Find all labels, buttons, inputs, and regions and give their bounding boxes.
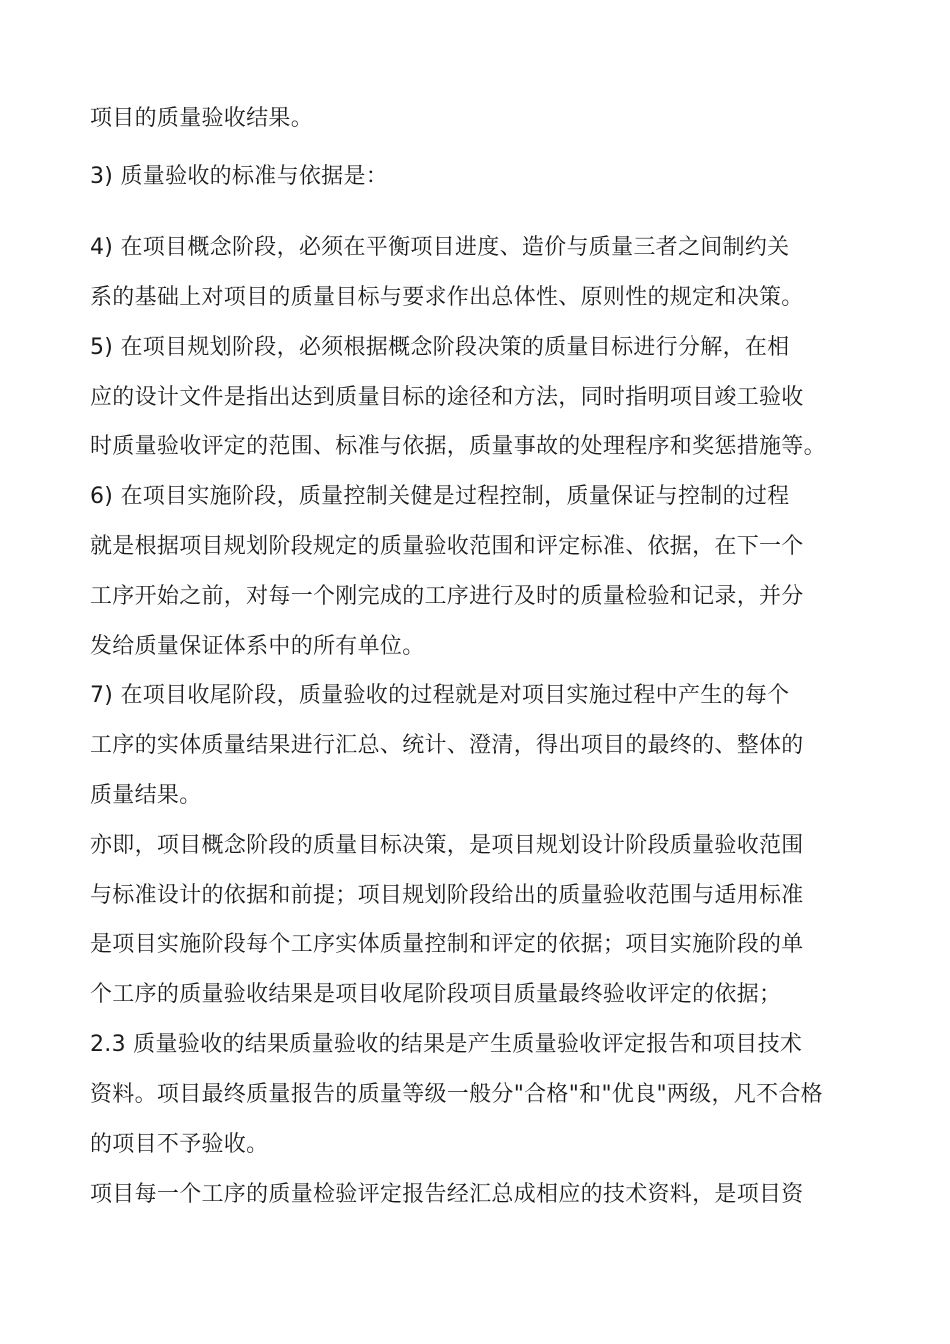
text-line: 资料。项目最终质量报告的质量等级一般分"合格"和"优良"两级，凡不合格 — [90, 1082, 823, 1107]
text-line: 个工序的质量验收结果是项目收尾阶段项目质量最终验收评定的依据； — [90, 982, 782, 1007]
text-line: 6) 在项目实施阶段，质量控制关健是过程控制，质量保证与控制的过程 — [90, 484, 790, 509]
text-line: 2.3 质量验收的结果质量验收的结果是产生质量验收评定报告和项目技术 — [90, 1032, 803, 1057]
text-line: 就是根据项目规划阶段规定的质量验收范围和评定标准、依据，在下一个 — [90, 534, 804, 559]
text-line: 亦即，项目概念阶段的质量目标决策，是项目规划设计阶段质量验收范围 — [90, 833, 804, 858]
text-line: 工序开始之前，对每一个刚完成的工序进行及时的质量检验和记录，并分 — [90, 584, 804, 609]
text-line: 项目每一个工序的质量检验评定报告经汇总成相应的技术资料，是项目资 — [90, 1182, 804, 1207]
text-line: 应的设计文件是指出达到质量目标的途径和方法，同时指明项目竣工验收 — [90, 385, 804, 410]
text-line: 4) 在项目概念阶段，必须在平衡项目进度、造价与质量三者之间制约关 — [90, 235, 790, 260]
text-line: 系的基础上对项目的质量目标与要求作出总体性、原则性的规定和决策。 — [90, 285, 804, 310]
text-line: 5) 在项目规划阶段，必须根据概念阶段决策的质量目标进行分解，在相 — [90, 335, 790, 360]
text-line: 项目的质量验收结果。 — [90, 106, 314, 131]
text-line: 工序的实体质量结果进行汇总、统计、澄清，得出项目的最终的、整体的 — [90, 733, 804, 758]
text-line: 时质量验收评定的范围、标准与依据，质量事故的处理程序和奖惩措施等。 — [90, 434, 826, 459]
text-line: 质量结果。 — [90, 783, 202, 808]
text-line: 的项目不予验收。 — [90, 1132, 269, 1157]
text-line: 7) 在项目收尾阶段，质量验收的过程就是对项目实施过程中产生的每个 — [90, 683, 790, 708]
text-line: 发给质量保证体系中的所有单位。 — [90, 634, 425, 659]
text-line: 3) 质量验收的标准与依据是： — [90, 164, 389, 189]
text-line: 是项目实施阶段每个工序实体质量控制和评定的依据；项目实施阶段的单 — [90, 932, 804, 957]
text-line: 与标准设计的依据和前提；项目规划阶段给出的质量验收范围与适用标准 — [90, 883, 804, 908]
